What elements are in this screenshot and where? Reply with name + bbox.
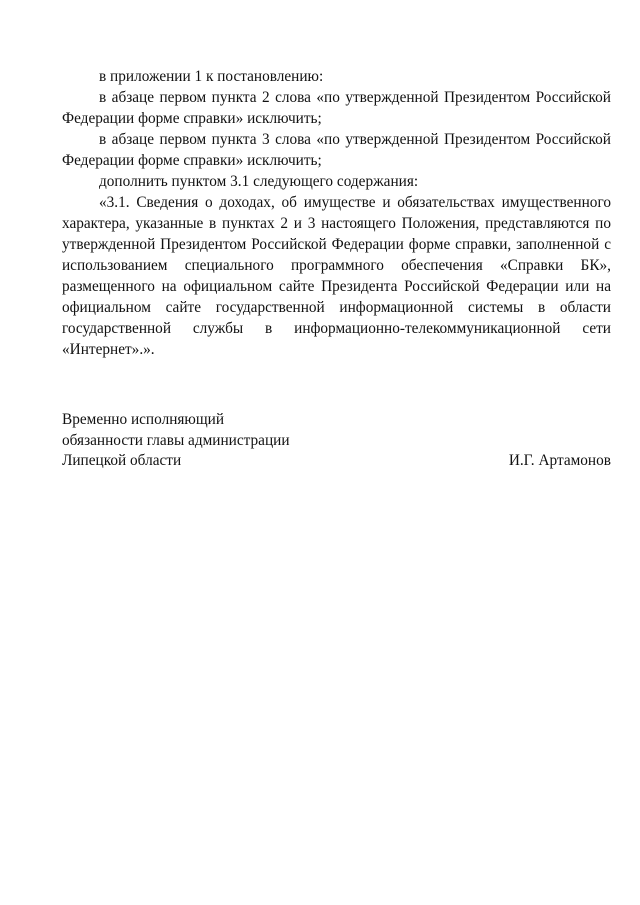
signature-last-line [62, 451, 611, 472]
signatory-position-line-3: Липецкой области [62, 452, 182, 469]
paragraph-add-point-3-1: дополнить пунктом 3.1 следующего содержания: [99, 173, 419, 190]
paragraph-point-3-1-text: «3.1. Сведения о доходах, об имуществе и обязательствах имущественного характера, указанные в пунктах 2 и 3 настоящего Положения, представляются по утвержденной Президентом Российской Федерации форме справки, заполненной с использованием специального программного обеспечения «Справки БК», размещенного на официальном сайте Президента Российской Федерации или на официальном сайте государственной информационной системы в области государственной службы в информационно-телекоммуникационной сети «Интернет».». [62, 194, 611, 358]
signatory-position-line-1: Временно исполняющий [62, 411, 224, 428]
signatory-position-line-2: обязанности главы администрации [62, 431, 290, 449]
document-body [62, 66, 611, 360]
signature-block [62, 410, 611, 472]
signatory-name: И.Г. Артамонов [508, 452, 611, 469]
paragraph-point-3-amendment: в абзаце первом пункта 3 слова «по утвержденной Президентом Российской Федерации форме справки» исключить; [62, 131, 611, 169]
paragraph-point-2-amendment: в абзаце первом пункта 2 слова «по утвержденной Президентом Российской Федерации форме справки» исключить; [62, 89, 611, 127]
paragraph-appendix-intro: в приложении 1 к постановлению: [99, 68, 324, 85]
